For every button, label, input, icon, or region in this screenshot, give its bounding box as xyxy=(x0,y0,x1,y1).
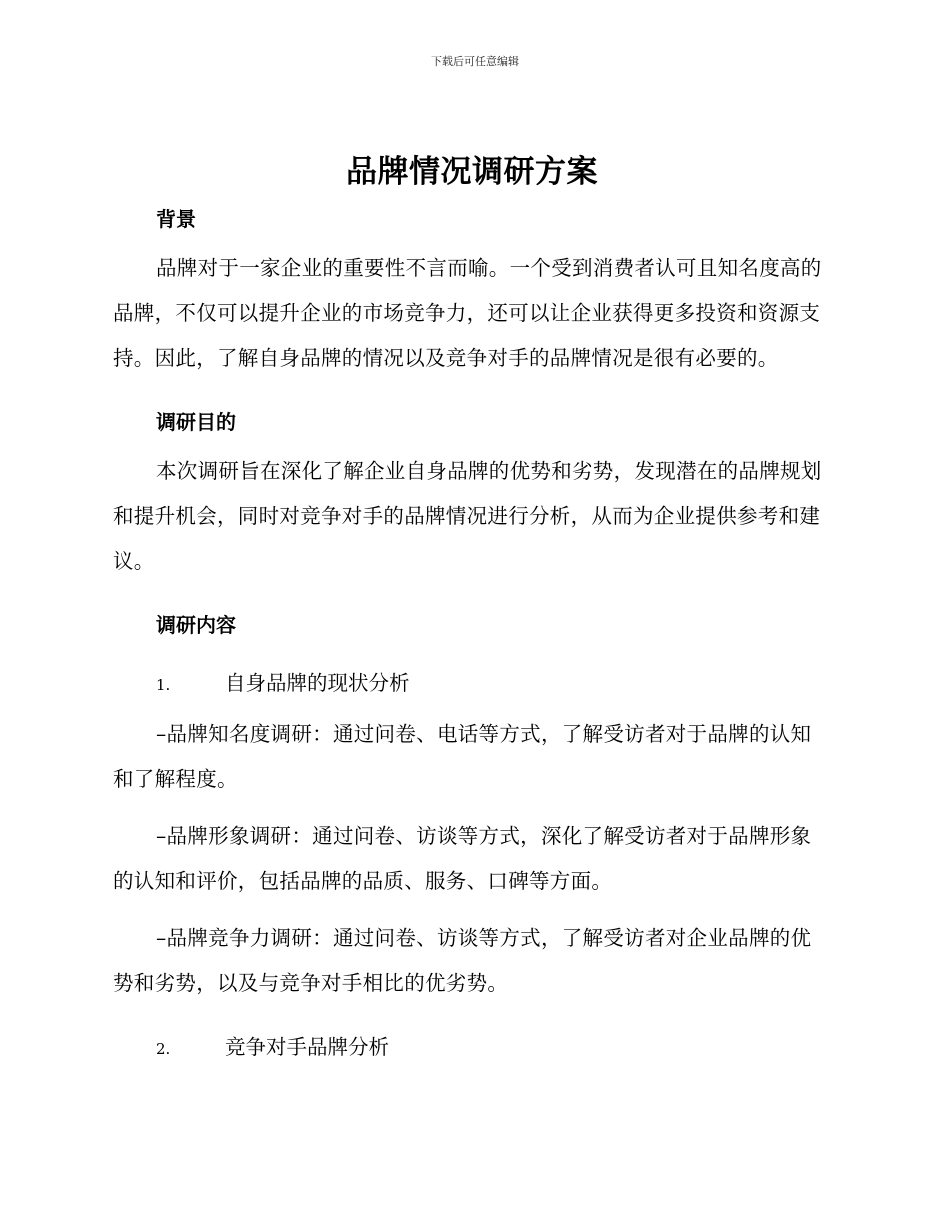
page-header: 下载后可任意编辑 xyxy=(431,55,519,68)
bullet-paragraph: –品牌竞争力调研：通过问卷、访谈等方式，了解受访者对企业品牌的优势和劣势，以及与竞争对手相比的优劣势。 xyxy=(113,926,812,995)
item-number: 1. xyxy=(156,676,171,694)
bullet-paragraph: –品牌知名度调研：通过问卷、电话等方式，了解受访者对于品牌的认知和了解程度。 xyxy=(113,722,812,791)
section-heading-background: 背景 xyxy=(156,207,196,231)
section-heading-purpose: 调研目的 xyxy=(156,410,236,434)
item-label: 自身品牌的现状分析 xyxy=(225,671,410,695)
numbered-item-1 xyxy=(113,668,831,700)
document-title: 品牌情况调研方案 xyxy=(346,154,598,190)
numbered-item-2 xyxy=(113,1032,831,1064)
section-heading-content: 调研内容 xyxy=(156,613,236,637)
bullet-paragraph: –品牌形象调研：通过问卷、访谈等方式，深化了解受访者对于品牌形象的认知和评价，包括品牌的品质、服务、口碑等方面。 xyxy=(113,824,812,893)
document-body xyxy=(113,148,831,1064)
item-number: 2. xyxy=(156,1040,171,1058)
purpose-paragraph: 本次调研旨在深化了解企业自身品牌的优势和劣势，发现潜在的品牌规划和提升机会，同时对竞争对手的品牌情况进行分析，从而为企业提供参考和建议。 xyxy=(113,459,822,573)
background-paragraph: 品牌对于一家企业的重要性不言而喻。一个受到消费者认可且知名度高的品牌，不仅可以提升企业的市场竞争力，还可以让企业获得更多投资和资源支持。因此，了解自身品牌的情况以及竞争对手的品牌情况是很有必要的。 xyxy=(113,256,822,370)
item-label: 竞争对手品牌分析 xyxy=(225,1035,389,1059)
